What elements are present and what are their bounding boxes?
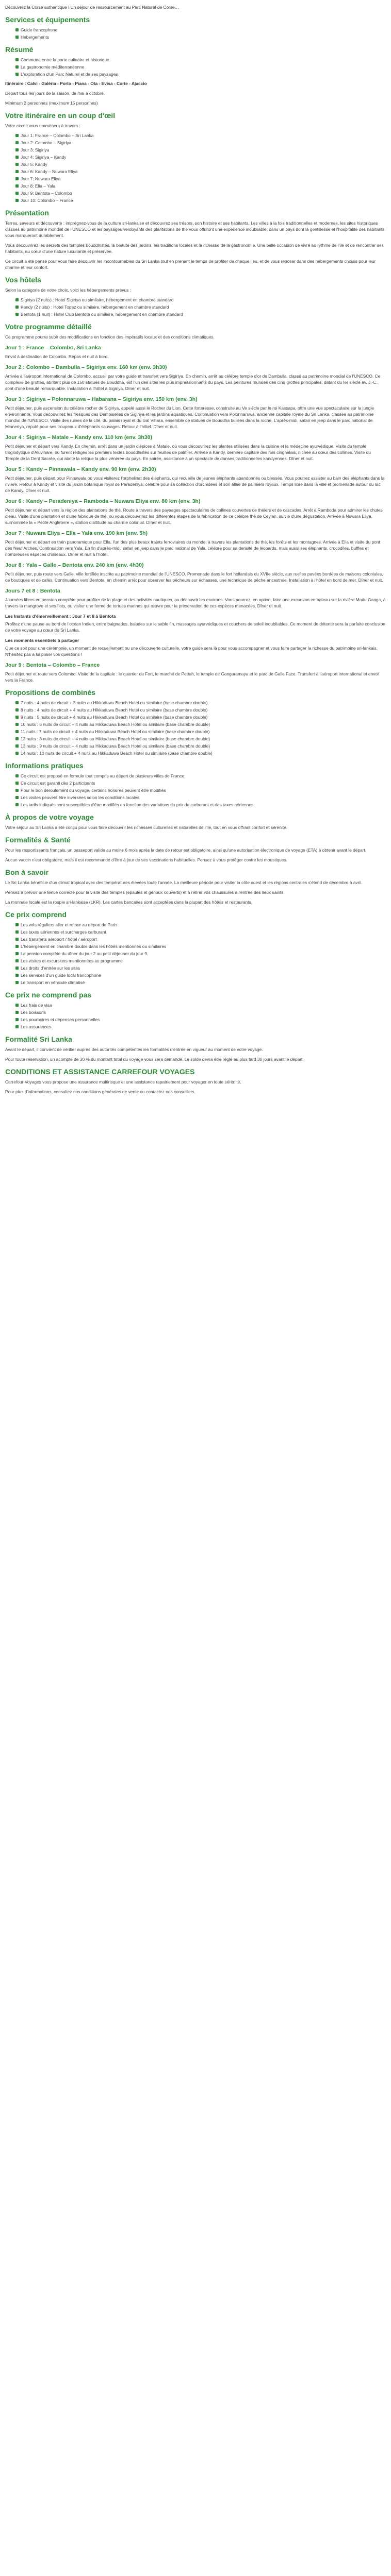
booking-paragraph: Pour toute réservation, un acompte de 30 % du montant total du voyage vous sera demandé. Le solde devra être réglé au plus tard 30 jours avant le départ. xyxy=(5,1057,304,1062)
list-item: Jour 1: France – Colombo – Sri Lanka xyxy=(15,132,386,139)
day-subheading: Les Instants d'émerveillement : Jour 7 et 8 à Bentota xyxy=(5,614,116,619)
booking-paragraph: Avant le départ, il convient de vérifier auprès des autorités compétentes les formalités d'entrée en vigueur au moment de votre voyage. xyxy=(5,1047,263,1052)
list-item: L'hébergement en chambre double dans les hôtels mentionnés ou similaires xyxy=(15,943,386,950)
conditions-paragraph: Carrefour Voyages vous propose une assurance multirisque et une assistance rapatriement pour voyager en toute sérénité. xyxy=(5,1079,241,1084)
itinerary-subtitle: Votre circuit vous emmènera à travers : xyxy=(5,123,80,128)
list-item: Les assurances xyxy=(15,1024,386,1030)
list-item: 12 nuits : 8 nuits de circuit + 4 nuits au Hikkaduwa Beach Hotel ou similaire (base chambre double) xyxy=(15,736,386,742)
list-item: Jour 5: Kandy xyxy=(15,161,386,167)
list-item: Ce circuit est garanti dès 2 participants xyxy=(15,780,386,786)
list-item: Les transferts aéroport / hôtel / aéroport xyxy=(15,936,386,942)
list-item: Jour 6: Kandy – Nuwara Eliya xyxy=(15,168,386,175)
list-item: Jour 3: Sigiriya xyxy=(15,147,386,153)
booking-title: Formalité Sri Lanka xyxy=(5,1035,72,1043)
list-item: 9 nuits : 5 nuits de circuit + 4 nuits au Hikkaduwa Beach Hotel ou similaire (base chambre double) xyxy=(15,714,386,720)
list-item: 11 nuits : 7 nuits de circuit + 4 nuits au Hikkaduwa Beach Hotel ou similaire (base chambre double) xyxy=(15,728,386,735)
formalities-title: Formalités & Santé xyxy=(5,836,71,844)
list-item: 8 nuits : 4 nuits de circuit + 4 nuits au Hikkaduwa Beach Hotel ou similaire (base chambre double) xyxy=(15,707,386,713)
day-subtext: Que ce soit pour une cérémonie, un moment de recueillement ou une découverte culturelle, votre guide sera là pour vous accompagner et vous faire partager la richesse du patrimoine sri-lankais. N'hésitez pas à lui poser vos questions ! xyxy=(5,646,378,657)
itinerary-note: Départ tous les jours de la saison, de mai à octobre. xyxy=(5,91,105,96)
list-item: Les visites et excursions mentionnées au programme xyxy=(15,958,386,964)
day-block xyxy=(5,498,386,526)
list-item: Les droits d'entrée sur les sites xyxy=(15,965,386,971)
day-block xyxy=(5,662,386,683)
day-title: Jour 9 : Bentota – Colombo – France xyxy=(5,662,100,668)
day-text: Petit déjeuner et départ vers Kandy. En chemin, arrêt dans un jardin d'épices à Matale, où vous découvrirez les plantes utilisées dans la cuisine et la médecine ayurvédique. Visite du temple troglodytique d'Aluvihare, où furent rédigés les premiers textes bouddhistes sur feuilles de palmier. Arrivée à Kandy, dernière capitale des rois cinghalais, nichée au cœur des collines. Visite du Temple de la Dent Sacrée, qui abrite la relique la plus vénérée du pays. En soirée, assistance à un spectacle de danses traditionnelles kandyennes. Dîner et nuit. xyxy=(5,444,371,461)
list-item: Jour 7: Nuwara Eliya xyxy=(15,176,386,182)
day-block xyxy=(5,587,386,657)
list-item: Les tarifs indiqués sont susceptibles d'être modifiés en fonction des variations du prix du carburant et des taxes aériennes xyxy=(15,802,386,808)
list-item: Commune entre la porte culinaire et historique xyxy=(15,57,386,63)
day-block xyxy=(5,344,386,360)
services-title: Services et équipements xyxy=(5,15,90,24)
programme-title: Votre programme détaillé xyxy=(5,323,92,331)
formalities-text: Aucun vaccin n'est obligatoire, mais il est recommandé d'être à jour de ses vaccinations habituelles. Pensez à vous protéger contre les moustiques. xyxy=(5,857,287,862)
list-item: Les services d'un guide local francophone xyxy=(15,972,386,978)
purpose-title: À propos de votre voyage xyxy=(5,813,94,821)
day-text: Petit déjeuner, puis départ pour Pinnawala où vous visiterez l'orphelinat des éléphants, qui recueille de jeunes éléphants abandonnés ou blessés. Vous pourrez assister au bain des éléphants dans la rivière. Retour à Kandy et visite du jardin botanique royal de Peradeniya, célèbre pour sa collection d'orchidées et son allée de palmiers royaux. Temps libre dans la ville et promenade autour du lac de Kandy. Dîner et nuit. xyxy=(5,476,385,493)
list-item: L'exploration d'un Parc Naturel et de ses paysages xyxy=(15,71,386,77)
list-item: Ce circuit est proposé en formule tout compris au départ de plusieurs villes de France xyxy=(15,773,386,779)
prestations-list xyxy=(5,700,386,756)
day-title: Jour 6 : Kandy – Peradeniya – Ramboda – Nuwara Eliya env. 80 km (env. 3h) xyxy=(5,498,201,504)
presentation-paragraph: Vous découvrirez les secrets des temples bouddhistes, la beauté des jardins, les traditions locales et la richesse de la gastronomie. Une belle occasion de vivre au rythme de l'île et de rencontrer ses habitants, au cœur d'une nature luxuriante et préservée. xyxy=(5,243,384,254)
list-item: Jour 10: Colombo – France xyxy=(15,197,386,204)
formalities-text: Pour les ressortissants français, un passeport valide au moins 6 mois après la date de retour est obligatoire, ainsi qu'une autorisation électronique de voyage (ETA) à obtenir avant le départ. xyxy=(5,848,367,853)
day-title: Jour 3 : Sigiriya – Polonnaruwa – Habarana – Sigiriya env. 150 km (env. 3h) xyxy=(5,396,198,402)
day-title: Jours 7 et 8 : Bentota xyxy=(5,588,60,594)
hotels-list xyxy=(5,297,386,317)
climate-paragraph: La monnaie locale est la roupie sri-lankaise (LKR). Les cartes bancaires sont acceptées dans la plupart des hôtels et restaurants. xyxy=(5,900,253,905)
day-subheading: Les moments essentiels à partager xyxy=(5,638,79,643)
presentation-paragraph: Terres, saveurs et découverte : imprégnez-vous de la culture sri-lankaise et découvrez ses trésors, son histoire et ses habitants. Les villes à la fois traditionnelles et modernes, les sites historiques classés au patrimoine mondial de l'UNESCO et les paysages verdoyants des plantations de thé vous offriront une expérience inoubliable, dans un pays dont la gentillesse et l'hospitalité des habitants vous marqueront durablement. xyxy=(5,221,385,238)
day-title: Jour 8 : Yala – Galle – Bentota env. 240 km (env. 4h30) xyxy=(5,562,144,568)
route-title: Résumé xyxy=(5,45,34,54)
list-item: Pour le bon déroulement du voyage, certains horaires peuvent être modifiés xyxy=(15,787,386,793)
day-block xyxy=(5,562,386,583)
info-title: Informations pratiques xyxy=(5,761,84,770)
list-item: Kandy (2 nuits) : Hotel Topaz ou similaire, hébergement en chambre standard xyxy=(15,304,386,310)
conditions-paragraph: Pour plus d'informations, consultez nos conditions générales de vente ou contactez nos conseillers. xyxy=(5,1089,196,1094)
day-title: Jour 1 : France – Colombo, Sri Lanka xyxy=(5,345,101,351)
climate-title: Bon à savoir xyxy=(5,868,49,876)
route-list xyxy=(5,57,386,77)
list-item: Jour 2: Colombo – Sigiriya xyxy=(15,140,386,146)
page xyxy=(0,0,391,1105)
presentation-paragraph: Ce circuit a été pensé pour vous faire découvrir les incontournables du Sri Lanka tout en prenant le temps de profiter de chaque lieu, et de vous reposer dans des hébergements choisis pour leur charme et leur confort. xyxy=(5,259,376,270)
list-item: La gastronomie méditerranéenne xyxy=(15,64,386,70)
list-item: 10 nuits : 6 nuits de circuit + 4 nuits au Hikkaduwa Beach Hotel ou similaire (base chambre double) xyxy=(15,721,386,727)
day-text: Petit déjeuner et départ en train panoramique pour Ella, l'un des plus beaux trajets ferroviaires du monde, à travers les plantations de thé, les forêts et les montagnes. Arrivée à Ella et visite du pont des Neuf Arches. Continuation vers Yala. En fin d'après-midi, safari en jeep dans le parc national de Yala, célèbre pour sa densité de léopards, mais aussi ses éléphants, crocodiles, buffles et nombreuses espèces d'oiseaux. Dîner et nuit à l'hôtel. xyxy=(5,539,380,557)
included-title: Ce prix comprend xyxy=(5,910,67,919)
purpose-text: Votre séjour au Sri Lanka a été conçu pour vous faire découvrir les richesses culturelles et naturelles de l'île, tout en vous offrant confort et sérénité. xyxy=(5,825,288,830)
day-text: Arrivée à l'aéroport international de Colombo, accueil par votre guide et transfert vers Sigiriya. En chemin, arrêt au célèbre temple d'or de Dambulla, classé au patrimoine mondial de l'UNESCO. Ce complexe de grottes, abritant plus de 150 statues de Bouddha, est l'un des sites les plus impressionnants du pays. Les peintures murales des cinq grottes principales, datant du Ier siècle av. J.-C., sont d'une beauté remarquable. Installation à l'hôtel à Sigiriya. Dîner et nuit. xyxy=(5,374,381,391)
day-text: Journées libres en pension complète pour profiter de la plage et des activités nautiques, ou découvrir les environs. Vous pourrez, en option, faire une excursion en bateau sur la rivière Madu Ganga, à travers la mangrove et ses îlots, ou visiter une ferme de tortues marines qui œuvre pour la préservation de ces espèces menacées. Dîner et nuit. xyxy=(5,597,386,608)
info-list xyxy=(5,773,386,808)
list-item: Hébergements xyxy=(15,34,386,40)
day-block xyxy=(5,364,386,392)
list-item: Les taxes aériennes et surcharges carburant xyxy=(15,929,386,935)
day-title: Jour 7 : Nuwara Eliya – Ella – Yala env. 190 km (env. 5h) xyxy=(5,530,148,536)
list-item: Bentota (1 nuit) : Hotel Club Bentota ou similaire, hébergement en chambre standard xyxy=(15,311,386,317)
itinerary-label: Itinéraire : Calvi - Galéria - Porto - Piana - Ota - Evisa - Corte - Ajaccio xyxy=(5,81,147,86)
list-item: 7 nuits : 4 nuits de circuit + 3 nuits au Hikkaduwa Beach Hotel ou similaire (base chambre double) xyxy=(15,700,386,706)
services-list xyxy=(5,27,386,40)
list-item: 13 nuits : 9 nuits de circuit + 4 nuits au Hikkaduwa Beach Hotel ou similaire (base chambre double) xyxy=(15,743,386,749)
list-item: Jour 8: Ella – Yala xyxy=(15,183,386,189)
conditions-title: CONDITIONS ET ASSISTANCE CARREFOUR VOYAGES xyxy=(5,1067,195,1076)
day-text: Petit déjeuner, puis route vers Galle, ville fortifiée inscrite au patrimoine mondial de l'UNESCO. Promenade dans le fort hollandais du XVIIe siècle, aux ruelles pavées bordées de maisons coloniales, de boutiques et de cafés. Continuation vers Bentota, en chemin arrêt pour observer les pêcheurs sur échasses, une technique de pêche ancestrale. Installation à l'hôtel en bord de mer. Dîner et nuit. xyxy=(5,571,383,583)
presentation-title: Présentation xyxy=(5,209,49,217)
day-text: Petit déjeuner et départ vers la région des plantations de thé. Route à travers des paysages spectaculaires de collines couvertes de théiers et de cascades. Arrêt à Ramboda pour admirer les chutes d'eau. Visite d'une plantation et d'une fabrique de thé, où vous découvrirez les différentes étapes de la fabrication de ce célèbre thé de Ceylan, suivie d'une dégustation. Arrivée à Nuwara Eliya, surnommée la « Petite Angleterre », station d'altitude au charme colonial. Dîner et nuit. xyxy=(5,507,383,525)
itinerary-list xyxy=(5,132,386,204)
day-text: Petit déjeuner, puis ascension du célèbre rocher de Sigiriya, appelé aussi le Rocher du Lion. Cette forteresse, construite au Ve siècle par le roi Kassapa, offre une vue spectaculaire sur la jungle environnante. Vous découvrirez les fresques des Demoiselles de Sigiriya et les jardins aquatiques. Continuation vers Polonnaruwa, ancienne capitale royale du Sri Lanka, classée au patrimoine mondial de l'UNESCO. Visite des ruines de la cité, du palais royal et du Gal Vihara, ensemble de statues de Bouddha taillées dans la roche. L'après-midi, safari en jeep dans le parc national de Minneriya, réputé pour ses troupeaux d'éléphants sauvages. Retour à l'hôtel. Dîner et nuit. xyxy=(5,405,374,429)
prestations-title: Propositions de combinés xyxy=(5,688,96,697)
list-item: Les boissons xyxy=(15,1009,386,1015)
day-block xyxy=(5,434,386,462)
day-subtext: Profitez d'une pause au bord de l'océan Indien, entre baignades, balades sur le sable fin, massages ayurvédiques et couchers de soleil inoubliables. Ce moment de détente sera la parfaite conclusion de votre voyage au cœur du Sri Lanka. xyxy=(5,621,385,633)
intro-text: Découvrez la Corse authentique ! Un séjour de ressourcement au Parc Naturel de Corse… xyxy=(5,5,180,10)
not-included-list xyxy=(5,1002,386,1030)
day-title: Jour 2 : Colombo – Dambulla – Sigiriya env. 160 km (env. 3h30) xyxy=(5,364,167,370)
list-item: Les pourboires et dépenses personnelles xyxy=(15,1016,386,1023)
day-text: Envol à destination de Colombo. Repas et nuit à bord. xyxy=(5,354,109,359)
climate-paragraph: Pensez à prévoir une tenue correcte pour la visite des temples (épaules et genoux couverts) et à retirer vos chaussures à l'entrée des lieux saints. xyxy=(5,890,285,895)
list-item: 14 nuits : 10 nuits de circuit + 4 nuits au Hikkaduwa Beach Hotel ou similaire (base chambre double) xyxy=(15,750,386,756)
duration-note: Minimum 2 personnes (maximum 15 personnes) xyxy=(5,100,98,106)
day-block xyxy=(5,396,386,430)
not-included-title: Ce prix ne comprend pas xyxy=(5,991,92,999)
climate-paragraph: Le Sri Lanka bénéficie d'un climat tropical avec des températures élevées toute l'année. La meilleure période pour visiter la côte ouest et les régions centrales s'étend de décembre à avril. xyxy=(5,880,363,885)
day-title: Jour 4 : Sigiriya – Matale – Kandy env. 110 km (env. 3h30) xyxy=(5,434,152,440)
day-title: Jour 5 : Kandy – Pinnawala – Kandy env. 90 km (env. 2h30) xyxy=(5,466,156,472)
list-item: Les frais de visa xyxy=(15,1002,386,1008)
included-list xyxy=(5,922,386,986)
list-item: Le transport en véhicule climatisé xyxy=(15,979,386,986)
day-block xyxy=(5,530,386,557)
list-item: La pension complète du dîner du jour 2 au petit déjeuner du jour 9 xyxy=(15,951,386,957)
list-item: Jour 9: Bentota – Colombo xyxy=(15,190,386,196)
list-item: Jour 4: Sigiriya – Kandy xyxy=(15,154,386,160)
day-text: Petit déjeuner et route vers Colombo. Visite de la capitale : le quartier du Fort, le marché de Pettah, le temple de Gangaramaya et le parc de Galle Face. Transfert à l'aéroport international et envol vers la France. xyxy=(5,671,379,683)
itinerary-title: Votre itinéraire en un coup d'œil xyxy=(5,111,116,120)
list-item: Les vols réguliers aller et retour au départ de Paris xyxy=(15,922,386,928)
programme-intro: Ce programme pourra subir des modifications en fonction des impératifs locaux et des conditions climatiques. xyxy=(5,334,215,340)
list-item: Sigiriya (2 nuits) : Hotel Sigiriya ou similaire, hébergement en chambre standard xyxy=(15,297,386,303)
hotels-title: Vos hôtels xyxy=(5,276,41,284)
day-block xyxy=(5,466,386,494)
list-item: Les visites peuvent être inversées selon les conditions locales xyxy=(15,794,386,801)
list-item: Guide francophone xyxy=(15,27,386,33)
hotels-intro: Selon la catégorie de votre choix, voici les hébergements prévus : xyxy=(5,287,131,293)
